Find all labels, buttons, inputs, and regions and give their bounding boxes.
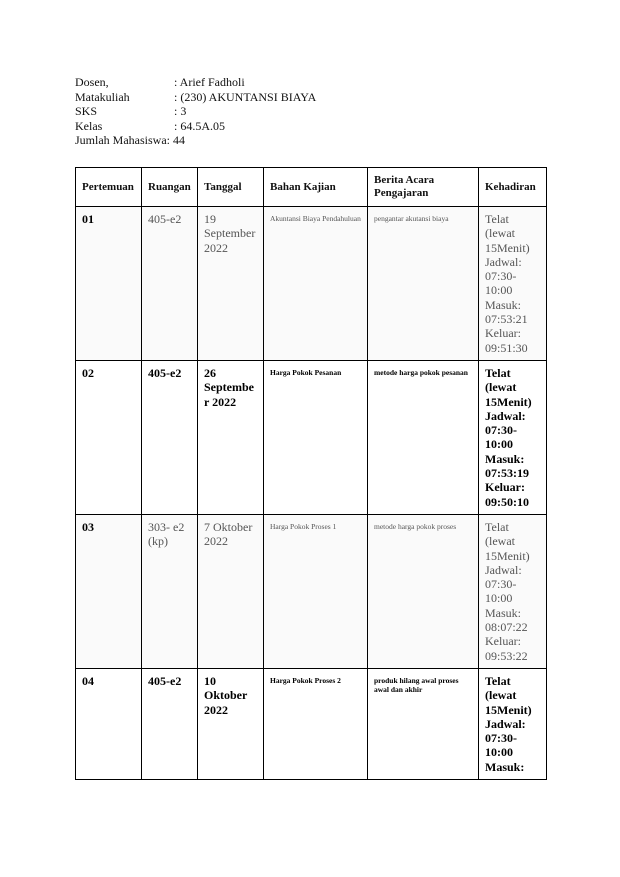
cell-bahan-kajian: Harga Pokok Proses 2 xyxy=(264,668,368,779)
cell-ruangan: 405-e2 xyxy=(142,207,198,361)
info-label: Matakuliah xyxy=(75,89,130,104)
cell-kehadiran: Telat (lewat 15Menit) Jadwal: 07:30- 10:00 Masuk: 07:53:21 Keluar: 09:51:30 xyxy=(479,207,547,361)
info-value: : (230) AKUNTANSI BIAYA xyxy=(174,89,317,104)
cell-berita-acara: metode harga pokok proses xyxy=(368,514,479,668)
cell-pertemuan: 02 xyxy=(76,360,142,514)
info-value: : 3 xyxy=(174,104,187,118)
header-berita-acara: Berita Acara Pengajaran xyxy=(368,168,479,207)
cell-tanggal: 19 September 2022 xyxy=(198,207,264,361)
cell-berita-acara: metode harga pokok pesanan xyxy=(368,360,479,514)
cell-berita-acara: pengantar akutansi biaya xyxy=(368,207,479,361)
info-label: Kelas xyxy=(75,118,103,133)
info-value: : Arief Fadholi xyxy=(174,75,245,89)
header-tanggal: Tanggal xyxy=(198,168,264,207)
table-row xyxy=(76,514,547,668)
cell-tanggal: 10 Oktober 2022 xyxy=(198,668,264,779)
cell-pertemuan: 03 xyxy=(76,514,142,668)
header-pertemuan: Pertemuan xyxy=(76,168,142,207)
info-value: : 44 xyxy=(166,133,185,147)
cell-kehadiran: Telat (lewat 15Menit) Jadwal: 07:30- 10:00 Masuk: 07:53:19 Keluar: 09:50:10 xyxy=(479,360,547,514)
info-label: Dosen, xyxy=(75,75,109,89)
table-row xyxy=(76,668,547,779)
cell-bahan-kajian: Akuntansi Biaya Pendahuluan xyxy=(264,207,368,361)
header-bahan-kajian: Bahan Kajian xyxy=(264,168,368,207)
info-label: Jumlah Mahasiswa xyxy=(75,133,167,147)
cell-kehadiran: Telat (lewat 15Menit) Jadwal: 07:30- 10:00 Masuk: 08:07:22 Keluar: 09:53:22 xyxy=(479,514,547,668)
cell-ruangan: 405-e2 xyxy=(142,668,198,779)
cell-kehadiran: Telat (lewat 15Menit) Jadwal: 07:30- 10:00 Masuk: xyxy=(479,668,547,779)
table-row xyxy=(76,360,547,514)
info-value: : 64.5A.05 xyxy=(174,118,225,133)
table-row xyxy=(76,207,547,361)
header-kehadiran: Kehadiran xyxy=(479,168,547,207)
table-header-row xyxy=(76,168,547,207)
info-row-jumlah xyxy=(75,133,316,148)
cell-pertemuan: 01 xyxy=(76,207,142,361)
info-row-sks xyxy=(75,104,316,119)
cell-bahan-kajian: Harga Pokok Proses 1 xyxy=(264,514,368,668)
attendance-table xyxy=(75,167,547,780)
course-info xyxy=(75,75,316,148)
info-row-dosen xyxy=(75,75,316,90)
cell-berita-acara: produk hilang awal proses awal dan akhir xyxy=(368,668,479,779)
cell-tanggal: 26 September 2022 xyxy=(198,360,264,514)
cell-tanggal: 7 Oktober 2022 xyxy=(198,514,264,668)
cell-ruangan: 405-e2 xyxy=(142,360,198,514)
info-row-kelas xyxy=(75,119,316,134)
cell-ruangan: 303- e2 (kp) xyxy=(142,514,198,668)
info-row-matakuliah xyxy=(75,90,316,105)
info-label: SKS xyxy=(75,104,98,118)
cell-pertemuan: 04 xyxy=(76,668,142,779)
cell-bahan-kajian: Harga Pokok Pesanan xyxy=(264,360,368,514)
header-ruangan: Ruangan xyxy=(142,168,198,207)
